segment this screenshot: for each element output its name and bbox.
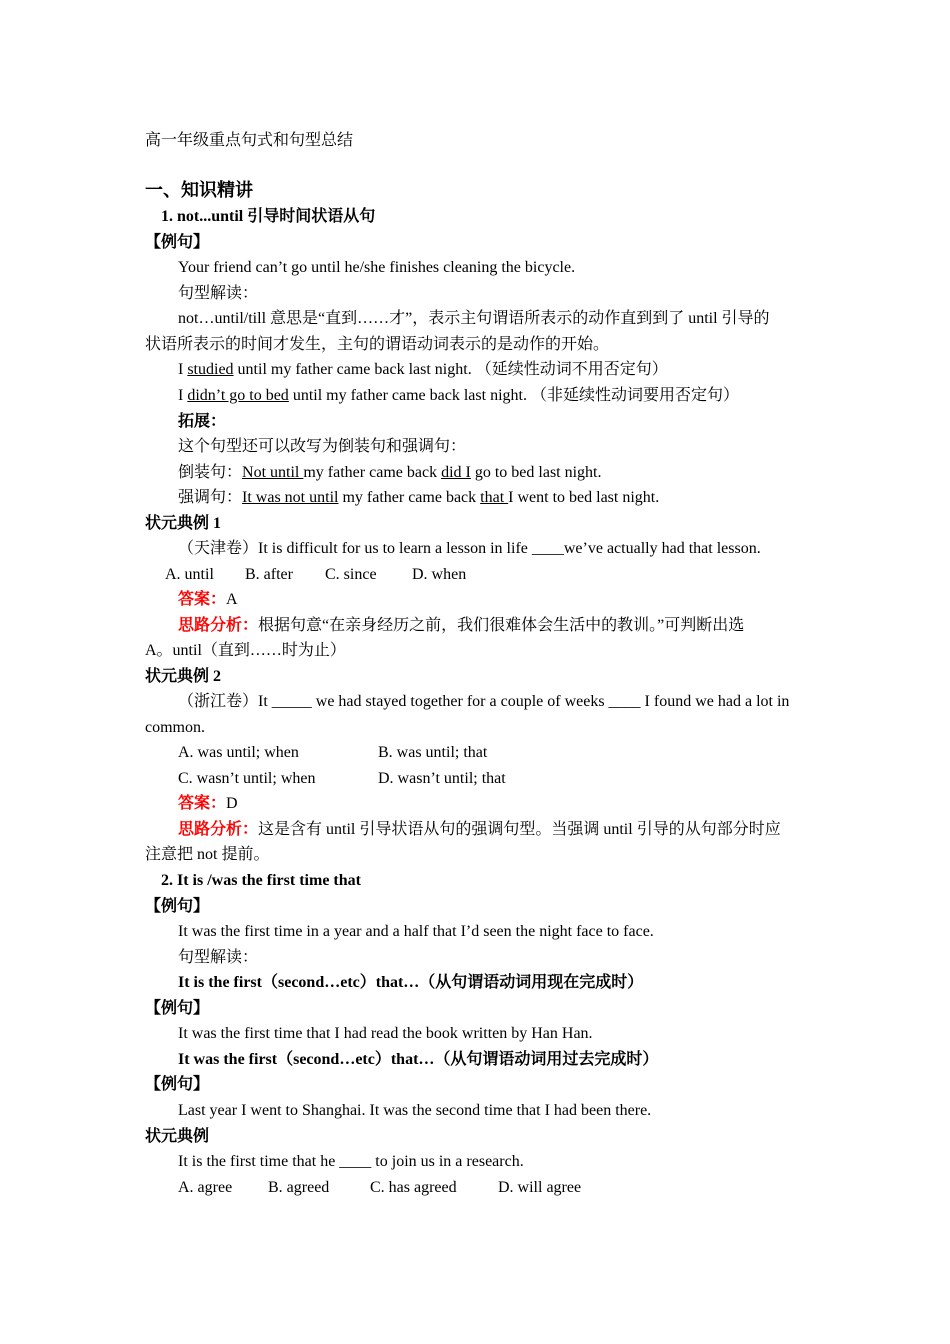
inversion-sentence: 倒装句：Not until my father came back did I go to bed last night. [178,464,602,481]
case1-analysis-line2: A。until（直到……时为止） [145,642,346,659]
case2-answer: 答案：D [178,795,238,812]
interp-text-line1: not…until/till 意思是“直到……才”，表示主句谓语所表示的动作直到到了 until 引导的 [178,310,770,327]
interp-label: 句型解读： [178,949,259,966]
case2-question-line1: （浙江卷）It _____ we had stayed together for a couple of weeks ____ I found we had a lot in [178,693,790,710]
case3-option-b: B. agreed [268,1179,330,1196]
emphasis-sentence: 强调句：It was not until my father came back that I went to bed last night. [178,489,660,506]
case3-label: 状元典例 [145,1128,210,1145]
case1-option-c: C. since [325,566,377,583]
case3-question: It is the first time that he ____ to join us in a research. [178,1153,524,1170]
example-sentence: Last year I went to Shanghai. It was the second time that I had been there. [178,1102,652,1119]
example-nondurative: I didn’t go to bed until my father came back last night. （非延续性动词要用否定句） [178,387,739,404]
example-sentence: It was the first time that I had read the book written by Han Han. [178,1025,593,1042]
example-sentence: It was the first time in a year and a half that I’d seen the night face to face. [178,923,654,940]
case2-option-c: C. wasn’t until; when [178,770,316,787]
example-durative: I studied until my father came back last night. （延续性动词不用否定句） [178,361,668,378]
case3-option-d: D. will agree [498,1179,582,1196]
case1-option-d: D. when [412,566,467,583]
case1-answer: 答案：A [178,591,238,608]
case2-label: 状元典例 2 [145,668,222,685]
interp-text-line2: 状语所表示的时间才发生，主句的谓语动词表示的是动作的开始。 [145,336,610,353]
example-label: 【例句】 [145,1076,210,1093]
extension-label: 拓展： [178,413,227,430]
example-sentence: Your friend can’t go until he/she finishes cleaning the bicycle. [178,259,576,276]
example-label: 【例句】 [145,1000,210,1017]
case2-option-a: A. was until; when [178,744,299,761]
interp-label: 句型解读： [178,285,259,302]
rule-past-perfect: It was the first（second…etc）that…（从句谓语动词用过去完成时） [178,1051,659,1068]
case1-option-a: A. until [165,566,214,583]
case2-question-line2: common. [145,719,205,736]
case1-analysis-line1: 思路分析：根据句意“在亲身经历之前，我们很难体会生活中的教训。”可判断出选 [178,617,745,634]
case1-option-b: B. after [245,566,293,583]
case3-option-a: A. agree [178,1179,233,1196]
section-heading: 一、知识精讲 [145,180,253,200]
case2-option-d: D. wasn’t until; that [378,770,506,787]
item1-heading: 1. not...until 引导时间状语从句 [161,208,376,225]
case2-analysis-line1: 思路分析：这是含有 until 引导状语从句的强调句型。当强调 until 引导的从句部分时应 [178,821,781,838]
case2-analysis-line2: 注意把 not 提前。 [145,846,270,863]
rule-present-perfect: It is the first（second…etc）that…（从句谓语动词用现在完成时） [178,974,644,991]
case3-option-c: C. has agreed [370,1179,457,1196]
case1-label: 状元典例 1 [145,515,222,532]
case1-question: （天津卷）It is difficult for us to learn a lesson in life ____we’ve actually had that lesson. [178,540,761,557]
example-label: 【例句】 [145,234,210,251]
item2-heading: 2. It is /was the first time that [161,872,361,889]
extension-desc: 这个句型还可以改写为倒装句和强调句： [178,438,467,455]
case2-option-b: B. was until; that [378,744,488,761]
doc-title: 高一年级重点句式和句型总结 [145,132,354,149]
example-label: 【例句】 [145,898,210,915]
